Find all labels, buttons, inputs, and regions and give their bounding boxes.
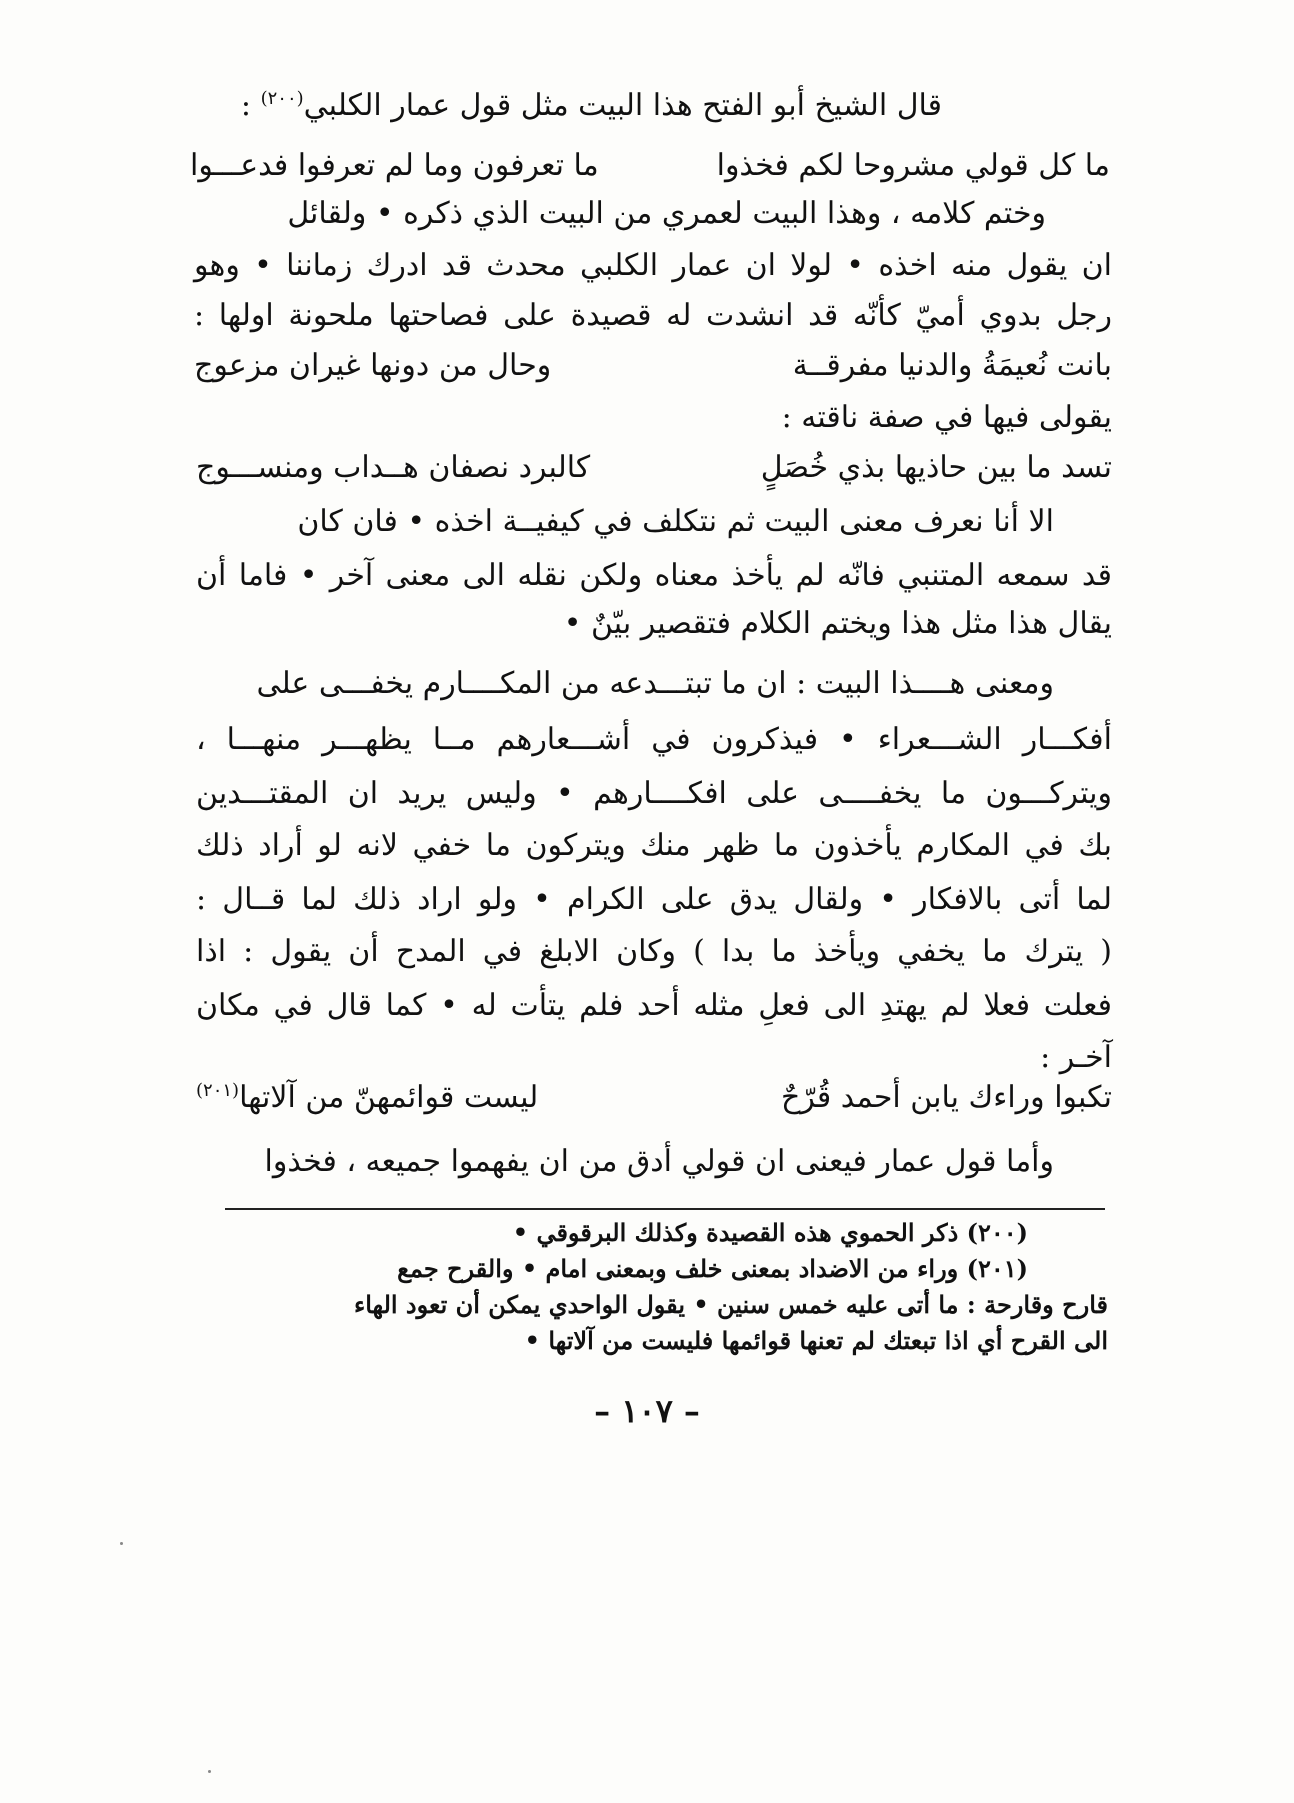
body-line-14: ويتركـــون ما يخفــــى على افكــــارهم • وليس يريد ان المقتـــدين [196,776,1112,811]
footnote-201-line-3: الى القرح أي اذا تبعتك لم تعنها قوائمها فليست من آلاتها • [524,1326,1108,1355]
footnote-ref-200: (٢٠٠) [260,88,304,109]
body-line-19: آخـر : [1040,1040,1112,1075]
body-line-3: وختم كلامه ، وهذا البيت لعمري من البيت الذي ذكره • ولقائل [287,196,1046,231]
verse-4 [196,1076,1112,1120]
body-line-16: لما أتى بالافكار • ولقال يدق على الكرام • ولو اراد ذلك لما قــال : [196,882,1112,917]
verse-4-first-text: تكبوا وراءك يابن أحمد قُرّحٌ [781,1080,1112,1115]
body-line-5: رجل بدوي أميّ كأنّه قد انشدت له قصيدة على فصاحتها ملحونة اولها : [194,298,1112,333]
verse-2-second-hemistich: وحال من دونها غيران مزعوج [194,348,552,383]
body-line-13: أفكـــار الشـــعراء • فيذكرون في أشـــعارهم مــا يظهـــر منهـــا ، [196,722,1112,757]
body-line-1-text: قال الشيخ أبو الفتح هذا البيت مثل قول عمار الكلبي [303,88,942,123]
footnote-ref-201: (٢٠١) [196,1080,240,1101]
body-line-4: ان يقول منه اخذه • لولا ان عمار الكلبي محدث قد ادرك زماننا • وهو [194,248,1112,283]
body-line-17: ( يترك ما يخفي ويأخذ ما بدا ) وكان الابلغ في المدح أن يقول : اذا [196,934,1112,969]
verse-3-second-hemistich: كالبرد نصفان هــداب ومنســـوج [196,450,591,485]
footnote-separator [225,1208,1105,1210]
verse-2-first-hemistich: بانت نُعيمَةُ والدنيا مفرقــة [792,348,1112,383]
body-line-10: قد سمعه المتنبي فانّه لم يأخذ معناه ولكن نقله الى معنى آخر • فاما أن [196,558,1112,593]
verse-3 [196,446,1112,490]
verse-4-first-hemistich [781,1076,1112,1120]
body-line-1-end: : [240,88,261,123]
body-line-18: فعلت فعلا لم يهتدِ الى فعلِ مثله أحد فلم يتأت له • كما قال في مكان [196,988,1112,1023]
page-number: – ١٠٧ – [594,1392,700,1430]
body-line-1 [241,86,942,126]
verse-4-second-hemistich [196,1076,538,1120]
body-line-7: يقولى فيها في صفة ناقته : [781,400,1112,435]
verse-3-first-hemistich: تسد ما بين حاذيها بذي خُصَلٍ [760,450,1112,485]
body-line-15: بك في المكارم يأخذون ما ظهر منك ويتركون ما خفي لانه لو أراد ذلك [196,828,1112,863]
verse-4-second-text: ليست قوائمهنّ من آلاتها [239,1080,539,1115]
footnote-201-line-2: قارح وقارحة : ما أتى عليه خمس سنين • يقول الواحدي يمكن أن تعود الهاء [353,1290,1108,1319]
body-line-12: ومعنى هــــذا البيت : ان ما تبتـــدعه من المكــــارم يخفـــى على [256,666,1054,701]
scan-speck [208,1770,211,1773]
verse-1-first-hemistich: ما كل قولي مشروحا لكم فخذوا [716,148,1110,183]
verse-1 [190,144,1110,188]
footnote-200: (٢٠٠) ذكر الحموي هذه القصيدة وكذلك البرقوقي • [512,1218,1028,1247]
body-line-21: وأما قول عمار فيعنى ان قولي أدق من ان يفهموا جميعه ، فخذوا [264,1144,1054,1179]
footnote-201-line-1: (٢٠١) وراء من الاضداد بمعنى خلف وبمعنى امام • والقرح جمع [397,1254,1028,1283]
scan-speck [120,1542,123,1545]
body-line-9: الا أنا نعرف معنى البيت ثم نتكلف في كيفيــة اخذه • فان كان [297,504,1054,539]
verse-1-second-hemistich: ما تعرفون وما لم تعرفوا فدعـــوا [190,148,599,183]
verse-2 [194,344,1112,388]
body-line-11: يقال هذا مثل هذا ويختم الكلام فتقصير بيّنٌ • [563,606,1112,641]
